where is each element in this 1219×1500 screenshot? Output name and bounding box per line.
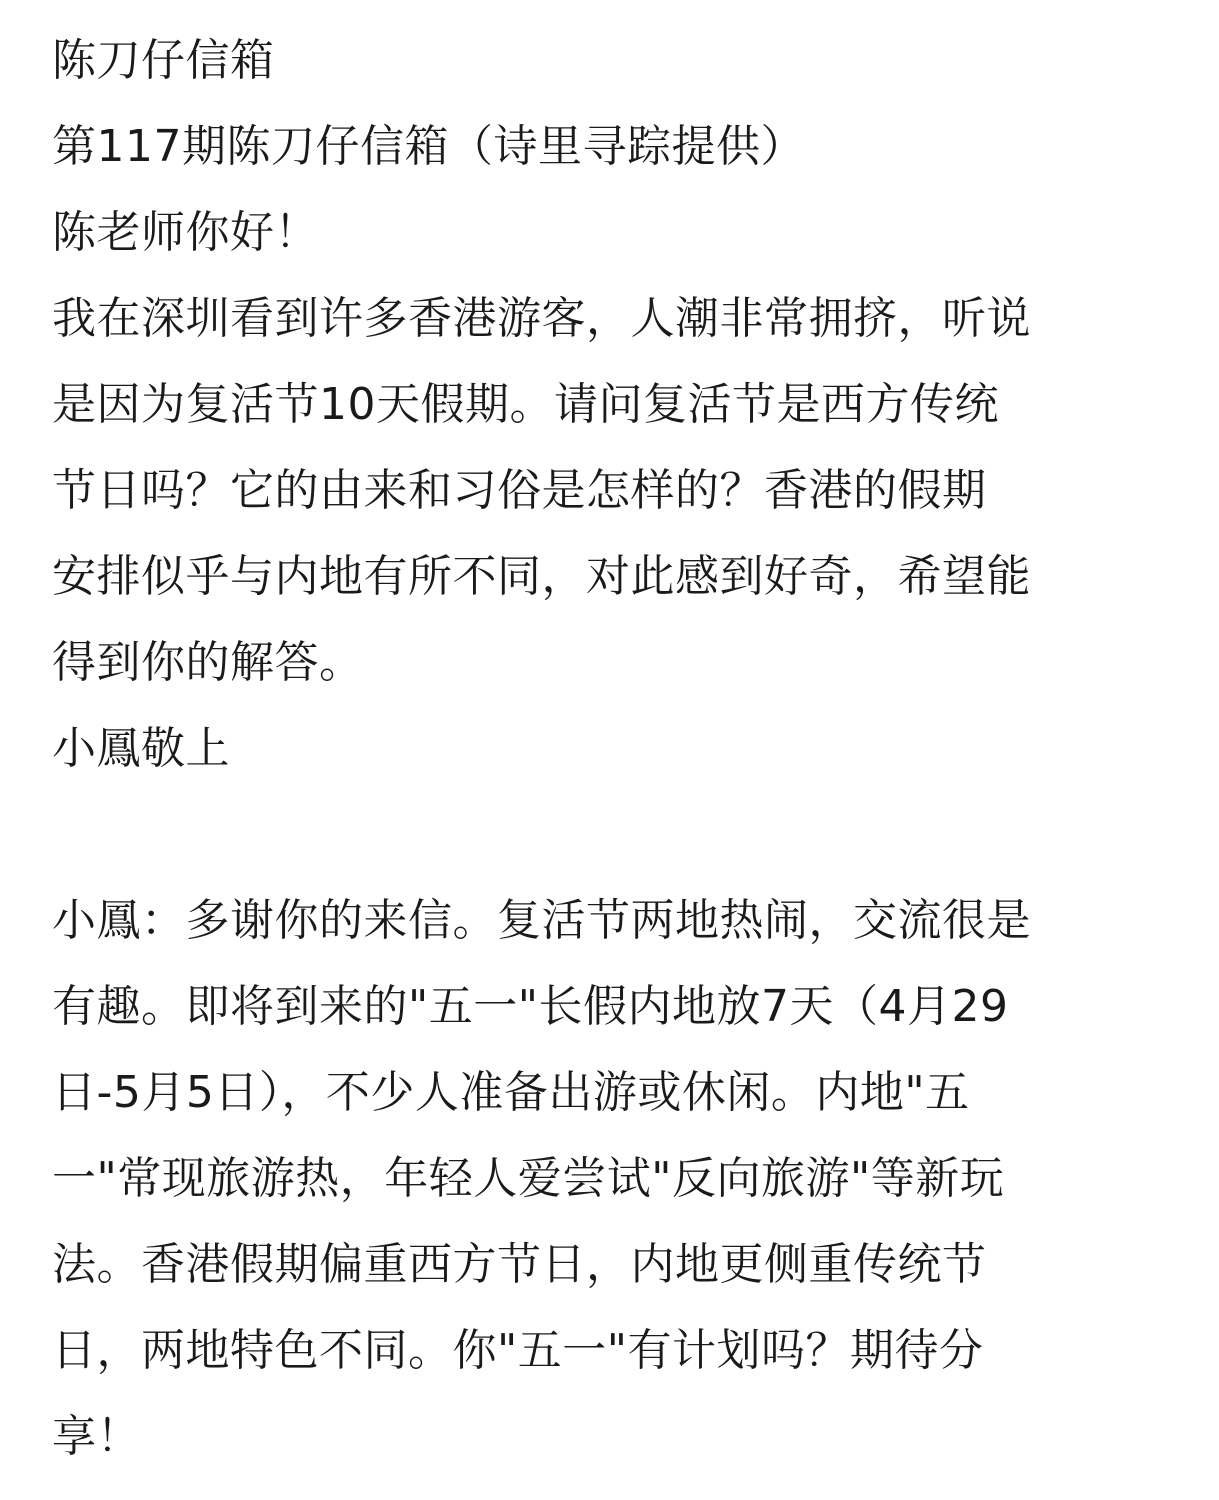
- letter-document: [52, 18, 1172, 1480]
- reply-body: [52, 878, 1172, 1480]
- letter-signature: 小鳳敬上: [52, 723, 230, 774]
- reply-line: 日，两地特色不同。你"五一"有计划吗？期待分: [52, 1325, 984, 1376]
- reply-line: 小鳳：多谢你的来信。复活节两地热闹，交流很是: [52, 895, 1031, 946]
- letter-greeting: 陈老师你好！: [52, 207, 319, 258]
- letter-body: [52, 276, 1172, 706]
- reply-line: 法。香港假期偏重西方节日，内地更侧重传统节: [52, 1239, 987, 1290]
- reply-line: 日-5月5日），不少人准备出游或休闲。内地"五: [52, 1067, 970, 1118]
- paragraph-spacer: [52, 792, 1172, 878]
- letter-body-line: 我在深圳看到许多香港游客，人潮非常拥挤，听说: [52, 293, 1031, 344]
- reply-line: 有趣。即将到来的"五一"长假内地放7天（4月29: [52, 981, 1009, 1032]
- letter-body-line: 得到你的解答。: [52, 637, 364, 688]
- page-title: 陈刀仔信箱: [52, 35, 275, 86]
- letter-body-line: 安排似乎与内地有所不同，对此感到好奇，希望能: [52, 551, 1031, 602]
- reply-line: 享！: [52, 1411, 141, 1462]
- reply-line: 一"常现旅游热，年轻人爱尝试"反向旅游"等新玩: [52, 1153, 1005, 1204]
- issue-heading: 第117期陈刀仔信箱（诗里寻踪提供）: [52, 121, 805, 172]
- letter-body-line: 节日吗？它的由来和习俗是怎样的？香港的假期: [52, 465, 987, 516]
- letter-body-line: 是因为复活节10天假期。请问复活节是西方传统: [52, 379, 999, 430]
